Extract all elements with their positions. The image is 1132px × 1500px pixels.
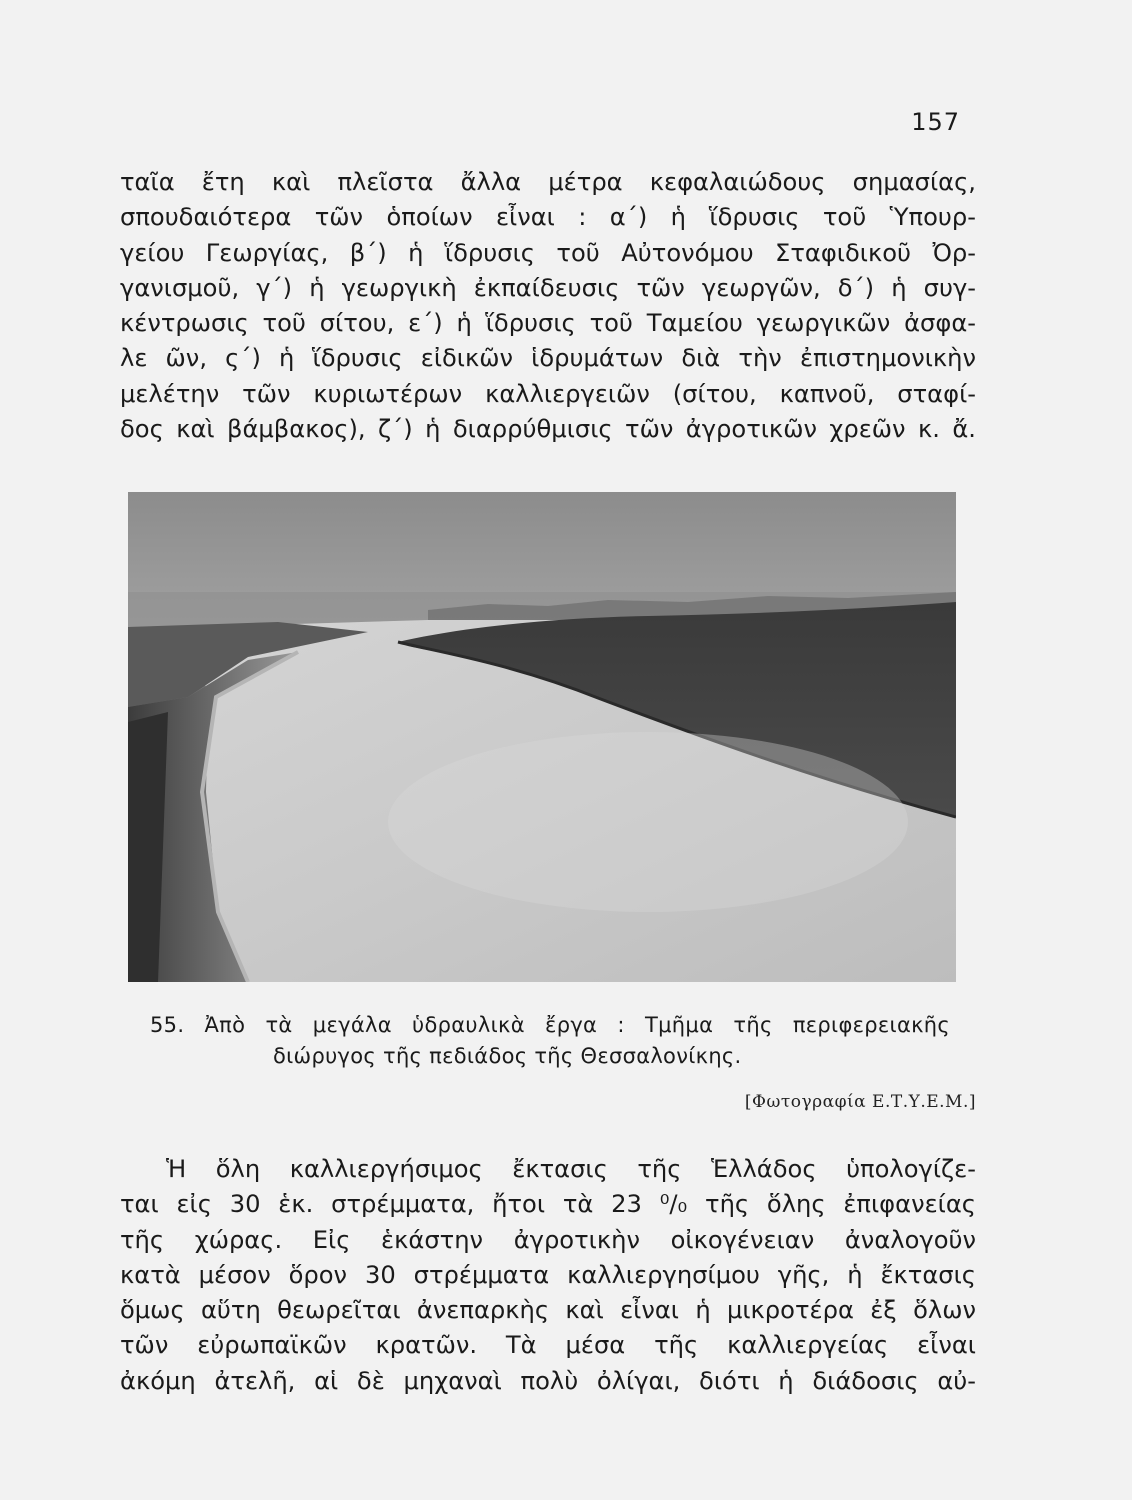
text-line: ὅμως αὕτη θεωρεῖται ἀνεπαρκὴς καὶ εἶναι ἡ μικροτέρα ἐξ ὅλων	[120, 1296, 976, 1325]
photo-credit: [Φωτογραφία Ε.Τ.Υ.Ε.Μ.]	[744, 1092, 976, 1112]
caption-line: 55. Ἀπὸ τὰ μεγάλα ὑδραυλικὰ ἔργα : Τμῆμα τῆς περιφερειακῆς	[150, 1013, 950, 1037]
text-line: τῶν εὐρωπαϊκῶν κρατῶν. Τὰ μέσα τῆς καλλιεργείας εἶναι	[120, 1331, 976, 1360]
text-line: κατὰ μέσον ὅρον 30 στρέμματα καλλιεργησίμου γῆς, ἡ ἔκτασις	[120, 1260, 976, 1289]
text-line: σπουδαιότερα τῶν ὁποίων εἶναι : α΄) ἡ ἵδρυσις τοῦ Ὑπουρ-	[120, 203, 976, 232]
paragraph-bottom	[120, 1152, 976, 1399]
canal-photograph	[128, 492, 956, 982]
text-line: γανισμοῦ, γ΄) ἡ γεωργικὴ ἐκπαίδευσις τῶν γεωργῶν, δ΄) ἡ συγ-	[120, 273, 976, 302]
figure-caption	[150, 1010, 950, 1072]
water-reflection	[388, 732, 908, 912]
text-line: ται εἰς 30 ἑκ. στρέμματα, ἤτοι τὰ 23 ⁰/₀ τῆς ὅλης ἐπιφανείας	[120, 1190, 976, 1219]
text-line: γείου Γεωργίας, β΄) ἡ ἵδρυσις τοῦ Αὐτονόμου Σταφιδικοῦ Ὀρ-	[120, 238, 976, 267]
paragraph-top	[120, 165, 976, 447]
text-line: Ἡ ὅλη καλλιεργήσιμος ἔκτασις τῆς Ἑλλάδος ὑπολογίζε-	[166, 1155, 976, 1183]
text-line: λε ῶν, ς΄) ἡ ἵδρυσις εἰδικῶν ἱδρυμάτων διὰ τὴν ἐπιστημονικὴν	[120, 344, 976, 373]
text-line: τῆς χώρας. Εἰς ἑκάστην ἀγροτικὴν οἰκογένειαν ἀναλογοῦν	[120, 1225, 976, 1254]
text-line: ταῖα ἔτη καὶ πλεῖστα ἄλλα μέτρα κεφαλαιώδους σημασίας,	[120, 168, 976, 196]
page-number: 157	[911, 108, 960, 136]
text-line: ἀκόμη ἀτελῆ, αἱ δὲ μηχαναὶ πολὺ ὀλίγαι, διότι ἡ διάδοσις αὐ-	[120, 1366, 976, 1395]
text-line: κέντρωσις τοῦ σίτου, ε΄) ἡ ἵδρυσις τοῦ Ταμείου γεωργικῶν ἀσφα-	[120, 309, 976, 338]
caption-line: διώρυγος τῆς πεδιάδος τῆς Θεσσαλονίκης.	[273, 1044, 742, 1068]
text-line: δος καὶ βάμβακος), ζ΄) ἡ διαρρύθμισις τῶν ἀγροτικῶν χρεῶν κ. ἄ.	[120, 415, 976, 444]
text-line: μελέτην τῶν κυριωτέρων καλλιεργειῶν (σίτου, καπνοῦ, σταφί-	[120, 379, 976, 408]
